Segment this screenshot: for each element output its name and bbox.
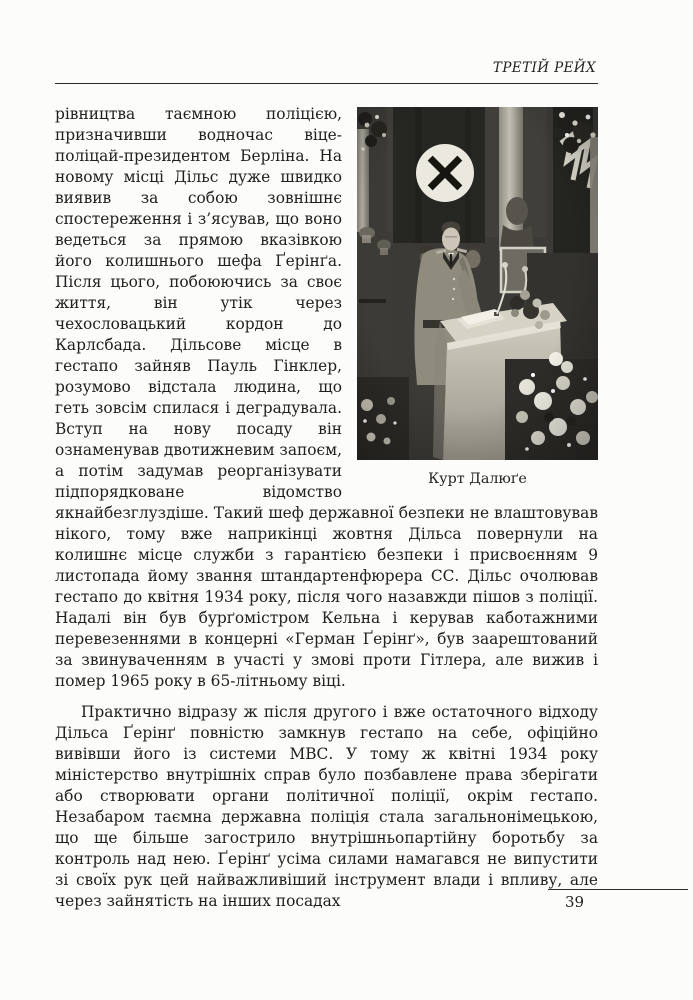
- running-title: ТРЕТІЙ РЕЙХ: [492, 60, 596, 76]
- photo-figure: [357, 107, 598, 490]
- page-header: [55, 57, 598, 84]
- paragraph-2: Практично відразу ж після другого і вже остаточного відходу Дільса Ґерінґ повністю замкнув гестапо на себе, офіційно вивівши його із системи МВС. У тому ж квітні 1934 року міністерство внутрішніх справ було позбавлене права зберігати або створювати органи політичної поліції, окрім гестапо. Незабаром таємна державна поліція стала загальнонімецькою, що ще більше загострило внутрішньопартійну боротьбу за контроль над нею. Ґерінґ усіма силами намагався не випустити зі своїх рук цей найважливіший інструмент влади і впливу, але через зайнятість на інших посадах: [55, 703, 598, 910]
- photo-caption: Курт Далюґе: [428, 471, 527, 487]
- paragraph-1: рівництва таємною поліцією, призначивши водночас віце-поліцай-президентом Берліна. На новому місці Дільс дуже швидко виявив за собою зовнішнє спостереження і з’ясував, що воно ведеться за прямою вказівкою його колишнього шефа Ґерінґа. Після цього, побоюючись за своє життя, він утік через чехословацький кордон до Карлсбада. Дільсове місце в гестапо зайняв Пауль Гінклер, розумово відстала людина, що геть зовсім спилася і деградувала. Вступ на нову посаду він ознаменував двотижневим запоєм, а потім задумав реорганізувати підпорядковане відомство якнайбезглуздіше. Такий шеф державної безпеки не влаштовував нікого, тому вже наприкінці жовтня Дільса повернули на колишнє місце служби з гарантією безпеки і присвоєнням 9 листопада йому звання штандартенфюрера СС. Дільс очолював гестапо до квітня 1934 року, після чого назавжди пішов з поліції. Надалі він був бурґомістром Кельна і керував каботажними перевезеннями в концерні «Герман Ґерінґ», був заарештований за звинуваченням в участі у змові проти Гітлера, але вижив і помер 1965 року в 65-літньому віці.: [55, 105, 598, 690]
- historic-photo-drawing: [357, 107, 598, 460]
- kurt-daluege-photo: [357, 107, 598, 460]
- page-footer: [548, 889, 688, 911]
- page-number: 39: [565, 893, 585, 911]
- page-body: [55, 104, 598, 912]
